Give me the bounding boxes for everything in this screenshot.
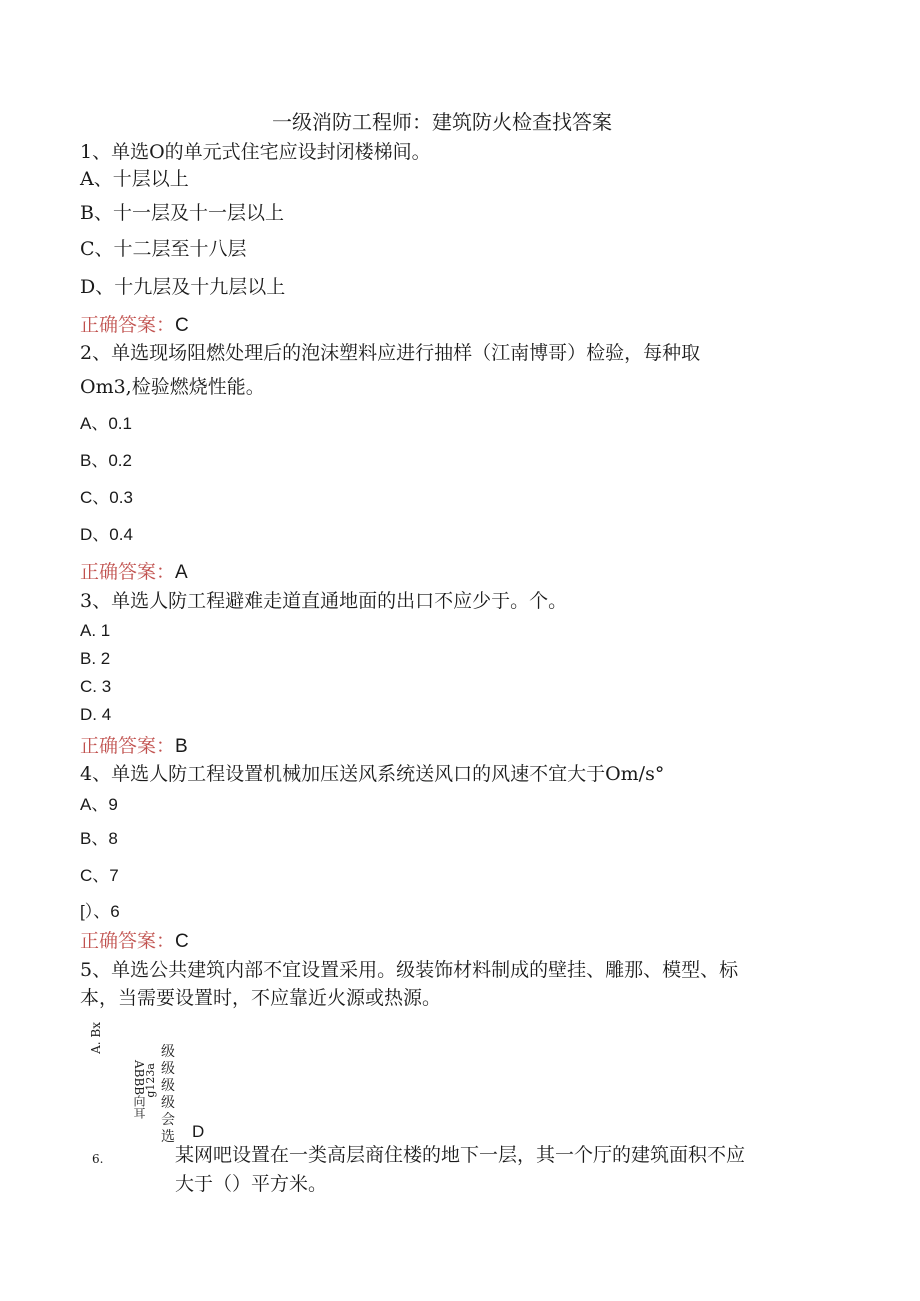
question-2-stem-line-2: Om3,检验燃烧性能。 — [80, 376, 265, 398]
question-1-option-b: B、十一层及十一层以上 — [80, 202, 284, 224]
question-2-option-d: D、0.4 — [80, 525, 133, 544]
question-1-stem: 1、单选O的单元式住宅应设封闭楼梯间。 — [80, 141, 431, 163]
answer-label: 正确答案： — [80, 930, 176, 952]
answer-label: 正确答案： — [80, 314, 176, 336]
question-3-stem: 3、单选人防工程避难走道直通地面的出口不应少于。个。 — [80, 590, 568, 612]
garbled-option-d: 级级级级会选 — [161, 1044, 175, 1145]
question-4-option-d: [）、6 — [80, 902, 120, 921]
answer-value: C — [175, 315, 189, 336]
question-6-stem-line-2: 大于（）平方米。 — [175, 1173, 328, 1195]
question-2-answer — [80, 560, 188, 585]
question-3-option-d: D. 4 — [80, 705, 112, 724]
question-4-answer — [80, 929, 189, 954]
answer-value: B — [175, 736, 188, 757]
question-3-option-a: A. 1 — [80, 621, 111, 640]
question-4-stem: 4、单选人防工程设置机械加压送风系统送风口的风速不宜大于Om∕s° — [80, 763, 665, 785]
question-4-option-b: B、8 — [80, 829, 118, 848]
garbled-option-a: A. Bx — [89, 1022, 103, 1054]
page-title: 一级消防工程师：建筑防火检查找答案 — [272, 110, 612, 134]
question-1-option-c: C、十二层至十八层 — [80, 238, 247, 260]
question-2-option-b: B、0.2 — [80, 451, 132, 470]
question-5-stem-line-1: 5、单选公共建筑内部不宜设置采用。级装饰材料制成的壁挂、雕那、模型、标 — [80, 959, 739, 981]
garbled-option-b: ABBB向耳 — [132, 1060, 146, 1120]
question-3-option-b: B. 2 — [80, 649, 111, 668]
question-3-option-c: C. 3 — [80, 677, 112, 696]
garbled-option-c: g123a — [144, 1063, 157, 1098]
answer-value: C — [175, 931, 189, 952]
question-1-option-a: A、十层以上 — [80, 168, 189, 190]
answer-value: A — [175, 562, 188, 583]
question-1-option-d: D、十九层及十九层以上 — [80, 276, 286, 298]
question-1-answer — [80, 313, 189, 338]
question-3-answer — [80, 734, 188, 759]
answer-label: 正确答案： — [80, 735, 176, 757]
question-6-stem-line-1: 某网吧设置在一类高层商住楼的地下一层，其一个厅的建筑面积不应 — [175, 1144, 746, 1166]
question-2-stem-line-1: 2、单选现场阻燃处理后的泡沫塑料应进行抽样（江南博哥）检验，每种取 — [80, 342, 701, 364]
question-5-stem-line-2: 本，当需要设置时，不应靠近火源或热源。 — [80, 987, 442, 1009]
question-2-option-a: A、0.1 — [80, 414, 132, 433]
question-2-option-c: C、0.3 — [80, 488, 133, 507]
answer-label: 正确答案： — [80, 561, 176, 583]
question-6-number: 6. — [92, 1152, 104, 1166]
question-5-answer: D — [192, 1122, 205, 1141]
question-4-option-a: A、9 — [80, 795, 118, 814]
question-4-option-c: C、7 — [80, 866, 119, 885]
